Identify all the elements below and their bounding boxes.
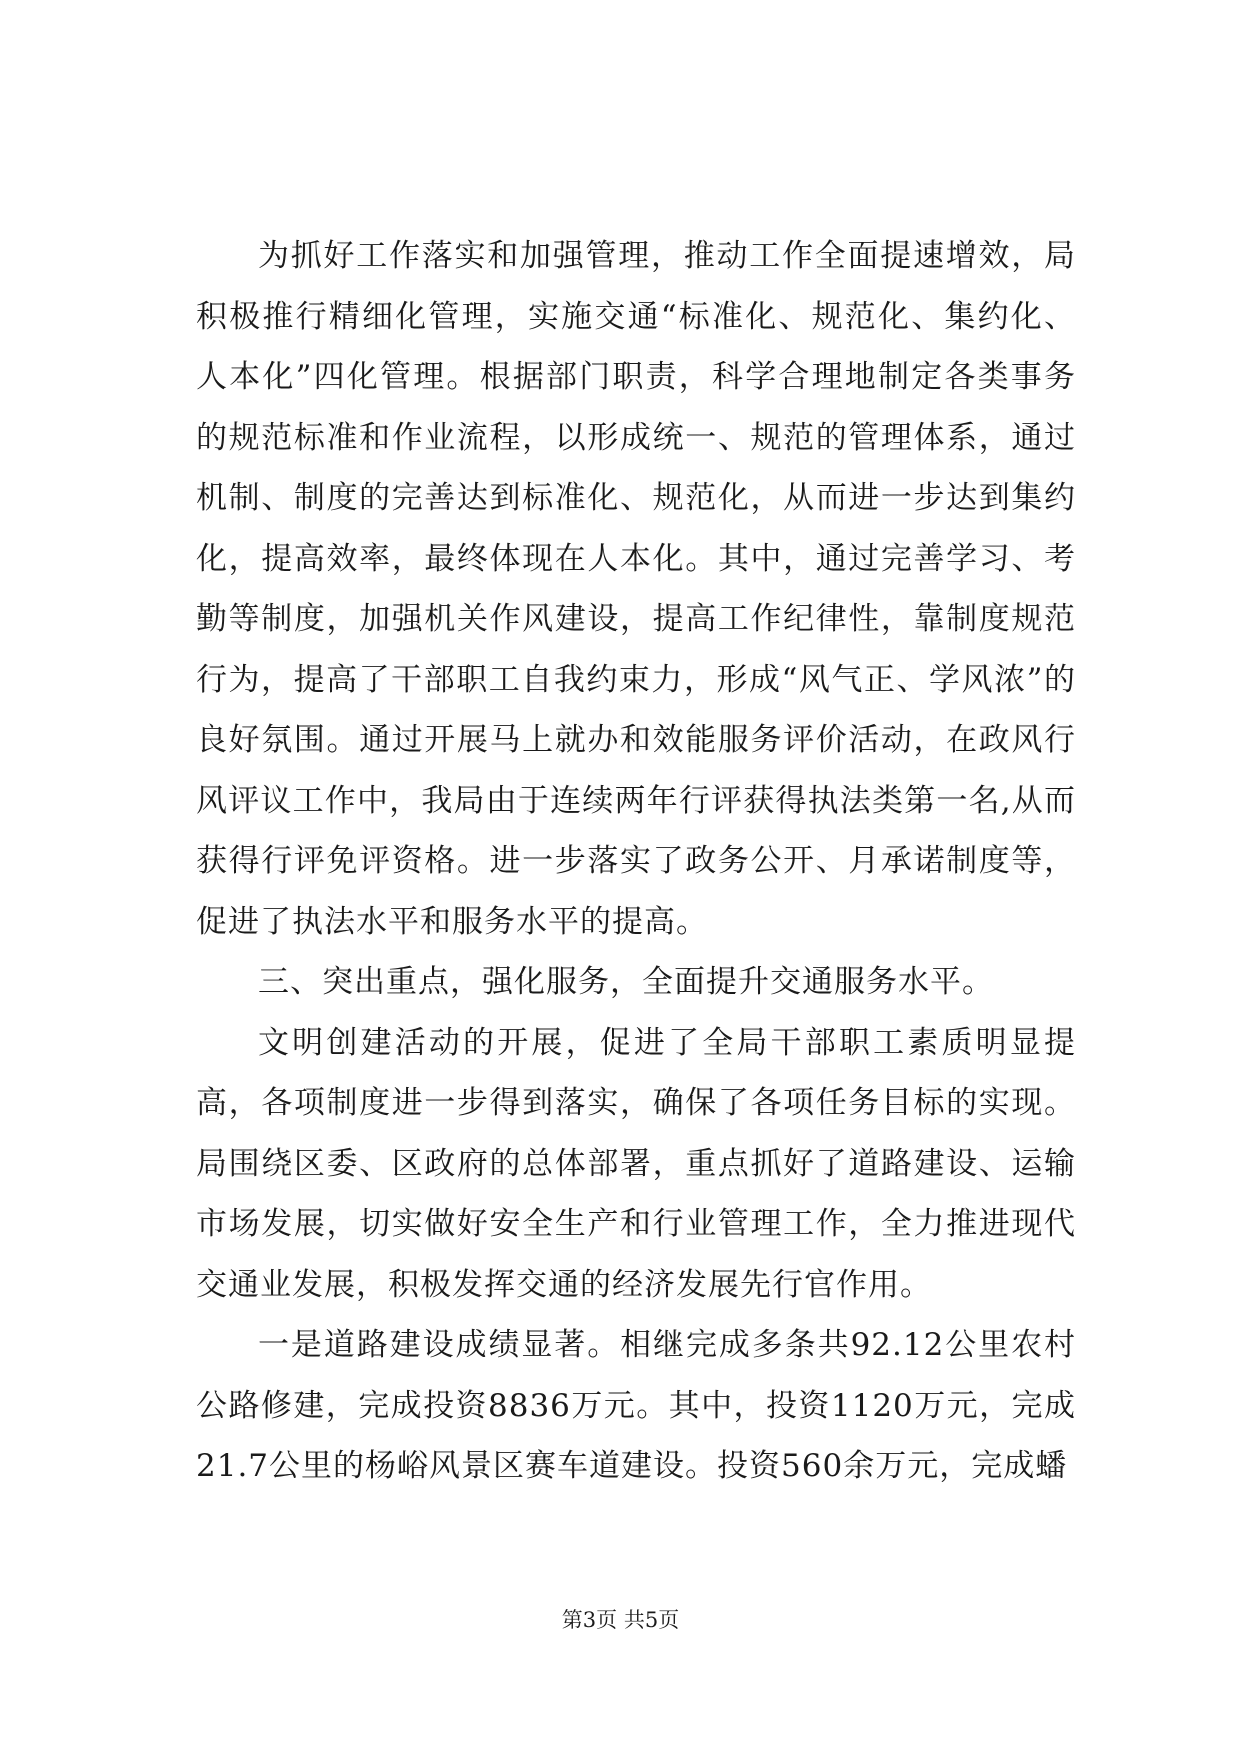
- paragraph-management: 为抓好工作落实和加强管理，推动工作全面提速增效，局积极推行精细化管理，实施交通“标准化、规范化、集约化、人本化”四化管理。根据部门职责，科学合理地制定各类事务的规范标准和作业流程，以形成统一、规范的管理体系，通过机制、制度的完善达到标准化、规范化，从而进一步达到集约化，提高效率，最终体现在人本化。其中，通过完善学习、考勤等制度，加强机关作风建设，提高工作纪律性，靠制度规范行为，提高了干部职工自我约束力，形成“风气正、学风浓”的良好氛围。通过开展马上就办和效能服务评价活动，在政风行风评议工作中，我局由于连续两年行评获得执法类第一名,从而获得行评免评资格。进一步落实了政务公开、月承诺制度等，促进了执法水平和服务水平的提高。: [196, 238, 1076, 940]
- section-heading-three: 三、突出重点，强化服务，全面提升交通服务水平。: [258, 964, 994, 1000]
- paragraph-civilization: 文明创建活动的开展，促进了全局干部职工素质明显提高，各项制度进一步得到落实，确保了各项任务目标的实现。局围绕区委、区政府的总体部署，重点抓好了道路建设、运输市场发展，切实做好安全生产和行业管理工作，全力推进现代交通业发展，积极发挥交通的经济发展先行官作用。: [196, 1024, 1076, 1303]
- document-body: [196, 226, 1076, 1497]
- page-number-footer: 第3页 共5页: [561, 1608, 680, 1632]
- paragraph-road-construction: 一是道路建设成绩显著。相继完成多条共92.12公里农村公路修建，完成投资8836万元。其中，投资1120万元，完成21.7公里的杨峪风景区赛车道建设。投资560余万元，完成蟠: [196, 1327, 1076, 1484]
